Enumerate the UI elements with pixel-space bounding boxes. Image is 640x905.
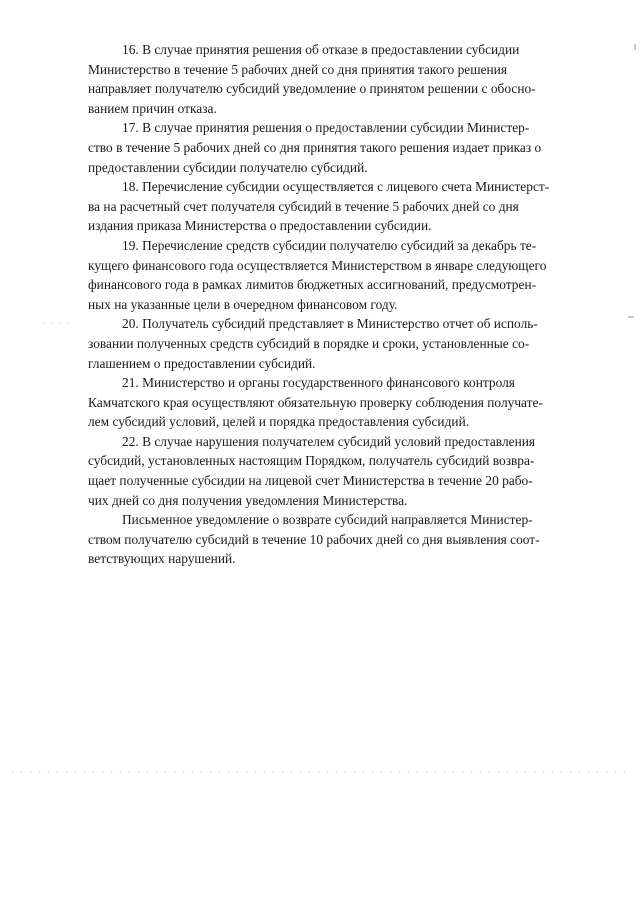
paragraph-notice: Письменное уведомление о возврате субсидий направляется Министер- ством получателю субсидий в течение 10 рабочих дней со дня выявления соот- ветствующих нарушений. xyxy=(88,512,540,567)
scan-artifact-dots xyxy=(40,322,70,324)
paragraph-16: 16. В случае принятия решения об отказе в предоставлении субсидии Министерство в течение 5 рабочих дней со дня принятия такого решения направляет получателю субсидий уведомление о принятом решении с обосно- ванием причин отказа. xyxy=(88,42,536,116)
document-body xyxy=(88,40,614,569)
scan-edge-mark xyxy=(634,44,636,50)
paragraph-19: 19. Перечисление средств субсидии получателю субсидий за декабрь те- кущего финансового года осуществляется Министерством в январе следующего финансового года в рамках лимитов бюджетных ассигнований, предусмотрен- ных на указанные цели в очередном финансовом году. xyxy=(88,237,547,312)
scan-edge-mark-2 xyxy=(628,316,634,318)
paragraph-17: 17. В случае принятия решения о предоставлении субсидии Министер- ство в течение 5 рабочих дней со дня принятия такого решения издает приказ о предоставлении субсидии получателю субсидий. xyxy=(88,120,542,175)
scan-artifact-line xyxy=(8,771,632,773)
paragraph-21: 21. Министерство и органы государственного финансового контроля Камчатского края осуществляют обязательную проверку соблюдения получате- лем субсидий условий, целей и порядка предоставления субсидий. xyxy=(88,375,543,430)
paragraph-22: 22. В случае нарушения получателем субсидий условий предоставления субсидий, установленных настоящим Порядком, получатель субсидий возвра- щает полученные субсидии на лицевой счет Министерства в течение 20 рабо- чих дней со дня получения уведомления Министерства. xyxy=(88,433,536,508)
paragraph-18: 18. Перечисление субсидии осуществляется с лицевого счета Министерст- ва на расчетный счет получателя субсидий в течение 5 рабочих дней со дня издания приказа Министерства о предоставлении субсидии. xyxy=(88,179,550,234)
paragraph-20: 20. Получатель субсидий представляет в Министерство отчет об исполь- зовании полученных средств субсидий в порядке и сроки, установленные со- глашением о предоставлении субсидий. xyxy=(88,316,538,371)
